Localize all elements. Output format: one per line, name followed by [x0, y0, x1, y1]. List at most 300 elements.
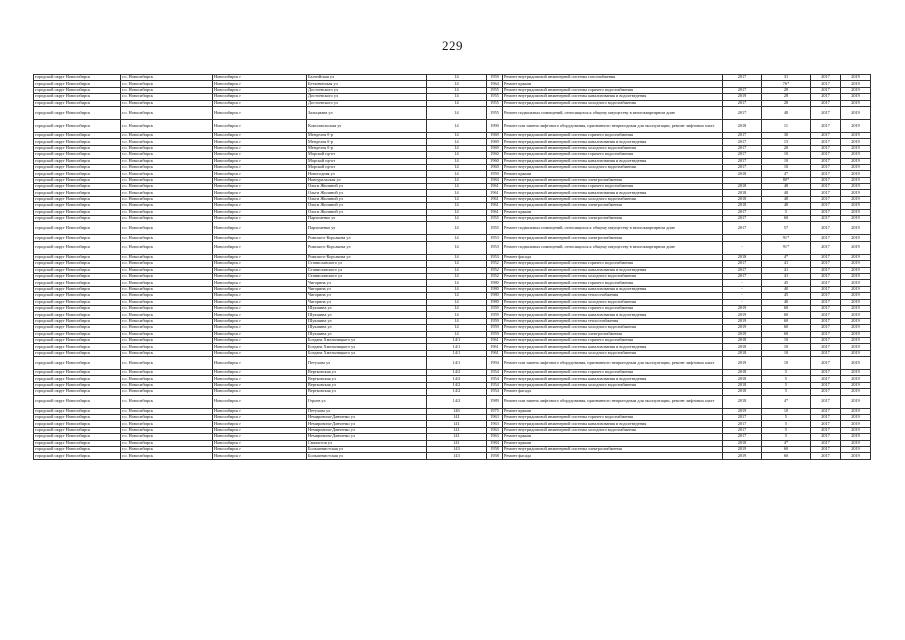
cell-period-end: 2019 — [841, 312, 871, 318]
cell-period-end: 2019 — [841, 184, 871, 190]
cell-plan-year: 2019 — [723, 446, 762, 452]
cell-cost: 28 — [762, 94, 811, 100]
cell-period-end: 2019 — [841, 203, 871, 209]
cell-settlement: г.о. Новосибирск — [121, 87, 213, 93]
cell-settlement: г.о. Новосибирск — [121, 305, 213, 311]
cell-plan-year: 2019 — [723, 331, 762, 337]
cell-cost: 5 — [762, 382, 811, 388]
cell-municipality: городской округ Новосибирск — [34, 357, 121, 370]
cell-plan-year: 2017 — [723, 164, 762, 170]
cell-work-type: Ремонт внутридомовой инженерной системы канализования и водоотведения — [503, 267, 723, 273]
cell-street: Немировича-Данченко ул — [307, 427, 427, 433]
cell-locality: Новосибирск г — [213, 164, 307, 170]
cell-municipality: городской округ Новосибирск — [34, 171, 121, 177]
cell-period-end: 2019 — [841, 344, 871, 350]
cell-municipality: городской округ Новосибирск — [34, 280, 121, 286]
cell-house-number: 141 — [427, 427, 487, 433]
cell-cost: 60 — [762, 331, 811, 337]
cell-work-type: Ремонт внутридомовой инженерной системы канализования и водоотведения — [503, 190, 723, 196]
cell-municipality: городской округ Новосибирск — [34, 427, 121, 433]
cell-work-type: Ремонт фасада — [503, 254, 723, 260]
cell-street: Вертковская ул — [307, 382, 427, 388]
cell-settlement: г.о. Новосибирск — [121, 254, 213, 260]
cell-settlement: г.о. Новосибирск — [121, 196, 213, 202]
cell-municipality: городской округ Новосибирск — [34, 305, 121, 311]
cell-locality: Новосибирск г — [213, 434, 307, 440]
cell-cost: 48 — [762, 203, 811, 209]
cell-municipality: городской округ Новосибирск — [34, 370, 121, 376]
cell-cost: 80* — [762, 177, 811, 183]
cell-plan-year: 2017 — [723, 158, 762, 164]
cell-build-year: 1955 — [487, 216, 503, 222]
cell-locality: Новосибирск г — [213, 94, 307, 100]
cell-plan-year: 2019 — [723, 325, 762, 331]
cell-house-number: 14/1 — [427, 344, 487, 350]
cell-street: Комсомольская ул — [307, 119, 427, 132]
cell-build-year: 1953 — [487, 235, 503, 241]
cell-build-year: 1958 — [487, 446, 503, 452]
cell-cost: 45 — [762, 293, 811, 299]
cell-work-type: Ремонт крыши — [503, 408, 723, 414]
cell-cost: 4* — [762, 254, 811, 260]
cell-period-start: 2017 — [811, 293, 841, 299]
cell-period-end: 2019 — [841, 427, 871, 433]
cell-period-end: 2019 — [841, 382, 871, 388]
cell-work-type: Ремонт внутридомовой инженерной системы канализования и водоотведения — [503, 139, 723, 145]
cell-build-year: 1963 — [487, 415, 503, 421]
data-table-container — [33, 74, 870, 460]
cell-period-start: 2017 — [811, 389, 841, 395]
cell-house-number: 14 — [427, 216, 487, 222]
cell-house-number: 14 — [427, 203, 487, 209]
cell-period-end: 2019 — [841, 370, 871, 376]
cell-street: Пархоменко ул — [307, 216, 427, 222]
cell-house-number: 14 — [427, 331, 487, 337]
cell-period-start: 2017 — [811, 446, 841, 452]
cell-municipality: городской округ Новосибирск — [34, 177, 121, 183]
cell-municipality: городской округ Новосибирск — [34, 184, 121, 190]
cell-municipality: городской округ Новосибирск — [34, 267, 121, 273]
cell-period-start: 2017 — [811, 350, 841, 356]
cell-period-start: 2017 — [811, 427, 841, 433]
cell-locality: Новосибирск г — [213, 337, 307, 343]
cell-municipality: городской округ Новосибирск — [34, 222, 121, 235]
cell-locality: Новосибирск г — [213, 119, 307, 132]
cell-plan-year: 2017 — [723, 75, 762, 81]
cell-work-type: Ремонт крыши — [503, 81, 723, 87]
cell-period-end: 2019 — [841, 395, 871, 408]
cell-period-start: 2017 — [811, 196, 841, 202]
cell-municipality: городской округ Новосибирск — [34, 241, 121, 254]
cell-settlement: г.о. Новосибирск — [121, 94, 213, 100]
page-number: 229 — [442, 38, 463, 53]
cell-locality: Новосибирск г — [213, 190, 307, 196]
cell-municipality: городской округ Новосибирск — [34, 453, 121, 459]
cell-cost: 76* — [762, 81, 811, 87]
cell-period-start: 2017 — [811, 119, 841, 132]
cell-work-type: Ремонт внутридомовой инженерной системы холодного водоснабжения — [503, 273, 723, 279]
cell-cost: 30 — [762, 132, 811, 138]
cell-street: Немировича-Данченко ул — [307, 421, 427, 427]
cell-municipality: городской округ Новосибирск — [34, 209, 121, 215]
cell-build-year: 1980 — [487, 280, 503, 286]
cell-work-type: Ремонт внутридомовой инженерной системы горячего водоснабжения — [503, 280, 723, 286]
cell-period-start: 2017 — [811, 273, 841, 279]
cell-work-type: Ремонт фасада — [503, 389, 723, 395]
cell-build-year: 1980 — [487, 299, 503, 305]
cell-period-start: 2017 — [811, 171, 841, 177]
cell-plan-year: 2017 — [723, 87, 762, 93]
cell-locality: Новосибирск г — [213, 184, 307, 190]
cell-settlement: г.о. Новосибирск — [121, 382, 213, 388]
cell-house-number: 14/1 — [427, 337, 487, 343]
cell-period-end: 2019 — [841, 106, 871, 119]
cell-locality: Новосибирск г — [213, 357, 307, 370]
cell-build-year: 1961 — [487, 209, 503, 215]
cell-build-year: 1969 — [487, 139, 503, 145]
cell-period-start: 2017 — [811, 318, 841, 324]
cell-municipality: городской округ Новосибирск — [34, 337, 121, 343]
cell-cost: 10 — [762, 164, 811, 170]
cell-locality: Новосибирск г — [213, 312, 307, 318]
cell-period-end: 2019 — [841, 94, 871, 100]
cell-street: Вертковская ул — [307, 389, 427, 395]
cell-house-number: 14 — [427, 280, 487, 286]
cell-period-start: 2017 — [811, 440, 841, 446]
cell-street: Ольги Жилиной ул — [307, 203, 427, 209]
cell-period-end: 2019 — [841, 171, 871, 177]
cell-period-start: 2017 — [811, 100, 841, 106]
cell-plan-year: 2017 — [723, 222, 762, 235]
cell-plan-year: 2018 — [723, 196, 762, 202]
cell-municipality: городской округ Новосибирск — [34, 376, 121, 382]
cell-cost: 31 — [762, 75, 811, 81]
cell-municipality: городской округ Новосибирск — [34, 190, 121, 196]
cell-build-year: 1954 — [487, 376, 503, 382]
cell-build-year: 1984 — [487, 440, 503, 446]
cell-build-year: 1961 — [487, 350, 503, 356]
cell-period-start: 2017 — [811, 337, 841, 343]
cell-locality: Новосибирск г — [213, 171, 307, 177]
cell-plan-year: 2019 — [723, 453, 762, 459]
cell-build-year: 1959 — [487, 171, 503, 177]
cell-house-number: 14 — [427, 87, 487, 93]
cell-locality: Новосибирск г — [213, 106, 307, 119]
cell-house-number: 14 — [427, 325, 487, 331]
cell-municipality: городской округ Новосибирск — [34, 235, 121, 241]
cell-period-end: 2019 — [841, 261, 871, 267]
cell-locality: Новосибирск г — [213, 344, 307, 350]
table-row — [34, 357, 871, 370]
cell-cost: 10 — [762, 344, 811, 350]
cell-plan-year: 2018 — [723, 254, 762, 260]
cell-municipality: городской округ Новосибирск — [34, 446, 121, 452]
cell-work-type: Ремонт внутридомовой инженерной системы электроснабжения — [503, 331, 723, 337]
cell-build-year: 1952 — [487, 267, 503, 273]
cell-street: Ольги Жилиной ул — [307, 184, 427, 190]
cell-street: Менделея б-р — [307, 139, 427, 145]
cell-settlement: г.о. Новосибирск — [121, 273, 213, 279]
cell-cost: 60 — [762, 305, 811, 311]
cell-settlement: г.о. Новосибирск — [121, 344, 213, 350]
cell-house-number: 14 — [427, 222, 487, 235]
cell-period-start: 2017 — [811, 241, 841, 254]
cell-locality: Новосибирск г — [213, 350, 307, 356]
cell-cost: 91* — [762, 241, 811, 254]
cell-plan-year: - — [723, 280, 762, 286]
cell-municipality: городской округ Новосибирск — [34, 254, 121, 260]
cell-work-type: Ремонт внутридомовой инженерной системы электроснабжения — [503, 177, 723, 183]
cell-street: Новогодняя ул — [307, 171, 427, 177]
cell-street: Достоевского ул — [307, 87, 427, 93]
cell-cost: 11 — [762, 119, 811, 132]
cell-build-year: 1960 — [487, 152, 503, 158]
cell-street: Римского-Корсакова ул — [307, 254, 427, 260]
cell-plan-year: 2018 — [723, 395, 762, 408]
cell-work-type: Ремонт фасада — [503, 453, 723, 459]
cell-locality: Новосибирск г — [213, 241, 307, 254]
cell-street: Чигорина ул — [307, 299, 427, 305]
table-row — [34, 395, 871, 408]
cell-locality: Новосибирск г — [213, 196, 307, 202]
cell-plan-year: 2017 — [723, 267, 762, 273]
cell-cost: 5 — [762, 434, 811, 440]
cell-municipality: городской округ Новосибирск — [34, 132, 121, 138]
cell-cost: 4* — [762, 395, 811, 408]
cell-locality: Новосибирск г — [213, 421, 307, 427]
cell-period-start: 2017 — [811, 94, 841, 100]
cell-municipality: городской округ Новосибирск — [34, 106, 121, 119]
cell-cost: 60 — [762, 446, 811, 452]
cell-municipality: городской округ Новосибирск — [34, 421, 121, 427]
cell-period-end: 2019 — [841, 209, 871, 215]
cell-house-number: 14 — [427, 119, 487, 132]
cell-settlement: г.о. Новосибирск — [121, 100, 213, 106]
cell-period-end: 2019 — [841, 81, 871, 87]
cell-build-year: 1964 — [487, 81, 503, 87]
cell-municipality: городской округ Новосибирск — [34, 415, 121, 421]
cell-period-start: 2017 — [811, 331, 841, 337]
cell-plan-year: 2017 — [723, 152, 762, 158]
cell-work-type: Ремонт крыши — [503, 209, 723, 215]
cell-work-type: Ремонт внутридомовой инженерной системы холодного водоснабжения — [503, 164, 723, 170]
cell-period-start: 2017 — [811, 152, 841, 158]
cell-street: Балтийская ул — [307, 75, 427, 81]
cell-locality: Новосибирск г — [213, 145, 307, 151]
cell-locality: Новосибирск г — [213, 261, 307, 267]
cell-period-start: 2017 — [811, 280, 841, 286]
cell-plan-year: 2018 — [723, 171, 762, 177]
cell-build-year: 1958 — [487, 453, 503, 459]
table-body — [34, 75, 871, 460]
cell-settlement: г.о. Новосибирск — [121, 337, 213, 343]
cell-period-end: 2019 — [841, 87, 871, 93]
cell-settlement: г.о. Новосибирск — [121, 106, 213, 119]
cell-settlement: г.о. Новосибирск — [121, 209, 213, 215]
cell-settlement: г.о. Новосибирск — [121, 145, 213, 151]
cell-locality: Новосибирск г — [213, 203, 307, 209]
cell-cost: 48 — [762, 184, 811, 190]
cell-period-end: 2019 — [841, 357, 871, 370]
cell-work-type: Ремонт внутридомовой инженерной системы горячего водоснабжения — [503, 337, 723, 343]
cell-house-number: 14 — [427, 184, 487, 190]
cell-build-year: 1980 — [487, 293, 503, 299]
cell-locality: Новосибирск г — [213, 389, 307, 395]
cell-house-number: 14 — [427, 94, 487, 100]
cell-work-type: Ремонт внутридомовой инженерной системы холодного водоснабжения — [503, 145, 723, 151]
cell-period-end: 2019 — [841, 434, 871, 440]
cell-cost: 10 — [762, 152, 811, 158]
cell-plan-year: 2017 — [723, 145, 762, 151]
cell-settlement: г.о. Новосибирск — [121, 81, 213, 87]
cell-period-end: 2019 — [841, 440, 871, 446]
cell-cost: 48 — [762, 196, 811, 202]
cell-period-start: 2017 — [811, 261, 841, 267]
cell-municipality: городской округ Новосибирск — [34, 286, 121, 292]
cell-work-type: Ремонт внутридомовой инженерной системы горячего водоснабжения — [503, 305, 723, 311]
cell-house-number: 14 — [427, 171, 487, 177]
cell-municipality: городской округ Новосибирск — [34, 75, 121, 81]
cell-settlement: г.о. Новосибирск — [121, 395, 213, 408]
cell-build-year: 1959 — [487, 305, 503, 311]
cell-municipality: городской округ Новосибирск — [34, 350, 121, 356]
cell-work-type: Ремонт крыши — [503, 171, 723, 177]
cell-plan-year: 2018 — [723, 119, 762, 132]
cell-build-year: 1952 — [487, 273, 503, 279]
cell-house-number: 14 — [427, 286, 487, 292]
cell-street: Вертковская ул — [307, 376, 427, 382]
cell-plan-year: 2019 — [723, 318, 762, 324]
cell-settlement: г.о. Новосибирск — [121, 235, 213, 241]
cell-period-end: 2019 — [841, 177, 871, 183]
cell-work-type: Ремонт внутридомовой инженерной системы горячего водоснабжения — [503, 87, 723, 93]
cell-house-number: 141 — [427, 434, 487, 440]
cell-street: Станиславского ул — [307, 261, 427, 267]
cell-street: Шукшина ул — [307, 305, 427, 311]
cell-municipality: городской округ Новосибирск — [34, 216, 121, 222]
cell-municipality: городской округ Новосибирск — [34, 203, 121, 209]
cell-locality: Новосибирск г — [213, 408, 307, 414]
cell-house-number: 14 — [427, 241, 487, 254]
cell-work-type: Ремонт крыши — [503, 434, 723, 440]
cell-cost: 15 — [762, 139, 811, 145]
cell-cost: 10 — [762, 408, 811, 414]
cell-locality: Новосибирск г — [213, 280, 307, 286]
cell-settlement: г.о. Новосибирск — [121, 299, 213, 305]
cell-work-type: Ремонт подвальных помещений, относящихся к общему имуществу в многоквартирном доме — [503, 222, 723, 235]
cell-build-year: 1955 — [487, 94, 503, 100]
cell-period-end: 2019 — [841, 376, 871, 382]
cell-house-number: 14б — [427, 408, 487, 414]
cell-municipality: городской округ Новосибирск — [34, 94, 121, 100]
cell-cost: 48 — [762, 106, 811, 119]
cell-settlement: г.о. Новосибирск — [121, 164, 213, 170]
cell-municipality: городской округ Новосибирск — [34, 196, 121, 202]
cell-municipality: городской округ Новосибирск — [34, 152, 121, 158]
cell-work-type: Ремонт внутридомовой инженерной системы холодного водоснабжения — [503, 325, 723, 331]
cell-street: Станиславского ул — [307, 273, 427, 279]
cell-work-type: Ремонт внутридомовой инженерной системы холодного водоснабжения — [503, 299, 723, 305]
cell-period-end: 2019 — [841, 190, 871, 196]
cell-period-start: 2017 — [811, 370, 841, 376]
cell-period-start: 2017 — [811, 158, 841, 164]
cell-plan-year: 2018 — [723, 350, 762, 356]
cell-plan-year: 2017 — [723, 209, 762, 215]
cell-period-end: 2019 — [841, 305, 871, 311]
cell-municipality: городской округ Новосибирск — [34, 434, 121, 440]
cell-street: Богдана Хмельницкого ул — [307, 344, 427, 350]
cell-house-number: 141 — [427, 421, 487, 427]
cell-plan-year: 2019 — [723, 312, 762, 318]
cell-work-type: Ремонт внутридомовой инженерной системы горячего водоснабжения — [503, 152, 723, 158]
cell-settlement: г.о. Новосибирск — [121, 312, 213, 318]
cell-locality: Новосибирск г — [213, 100, 307, 106]
cell-locality: Новосибирск г — [213, 415, 307, 421]
cell-settlement: г.о. Новосибирск — [121, 119, 213, 132]
cell-period-start: 2017 — [811, 325, 841, 331]
cell-plan-year: 2018 — [723, 370, 762, 376]
repair-schedule-table — [33, 74, 871, 460]
cell-plan-year: 2018 — [723, 344, 762, 350]
cell-house-number: 14 — [427, 177, 487, 183]
table-row — [34, 106, 871, 119]
cell-work-type: Ремонт внутридомовой инженерной системы канализования и водоотведения — [503, 94, 723, 100]
cell-build-year: 1952 — [487, 261, 503, 267]
cell-plan-year: - — [723, 293, 762, 299]
cell-period-end: 2019 — [841, 267, 871, 273]
cell-locality: Новосибирск г — [213, 235, 307, 241]
cell-build-year: 1963 — [487, 427, 503, 433]
cell-house-number: 14 — [427, 293, 487, 299]
cell-plan-year: 2017 — [723, 421, 762, 427]
cell-municipality: городской округ Новосибирск — [34, 318, 121, 324]
cell-build-year: 1953 — [487, 241, 503, 254]
cell-street: Бетховенская ул — [307, 81, 427, 87]
cell-plan-year: 2018 — [723, 337, 762, 343]
cell-period-start: 2017 — [811, 139, 841, 145]
cell-settlement: г.о. Новосибирск — [121, 440, 213, 446]
cell-house-number: 143 — [427, 453, 487, 459]
cell-locality: Новосибирск г — [213, 395, 307, 408]
cell-cost: 5 — [762, 370, 811, 376]
cell-cost: 5 — [762, 421, 811, 427]
cell-period-end: 2019 — [841, 325, 871, 331]
cell-locality: Новосибирск г — [213, 177, 307, 183]
cell-locality: Новосибирск г — [213, 370, 307, 376]
cell-municipality: городской округ Новосибирск — [34, 87, 121, 93]
cell-street: Менделея б-р — [307, 132, 427, 138]
cell-house-number: 14 — [427, 75, 487, 81]
cell-locality: Новосибирск г — [213, 132, 307, 138]
cell-settlement: г.о. Новосибирск — [121, 415, 213, 421]
cell-settlement: г.о. Новосибирск — [121, 222, 213, 235]
cell-work-type: Ремонт внутридомовой инженерной системы теплоснабжения — [503, 293, 723, 299]
cell-build-year: 1960 — [487, 164, 503, 170]
cell-locality: Новосибирск г — [213, 299, 307, 305]
cell-work-type: Ремонт внутридомовой инженерной системы холодного водоснабжения — [503, 427, 723, 433]
cell-settlement: г.о. Новосибирск — [121, 203, 213, 209]
cell-house-number: 14 — [427, 164, 487, 170]
cell-locality: Новосибирск г — [213, 267, 307, 273]
cell-settlement: г.о. Новосибирск — [121, 434, 213, 440]
cell-work-type: Ремонт или замена лифтового оборудования, признанного непригодным для эксплуатации, ремонт лифтовых шахт — [503, 119, 723, 132]
cell-cost: 41 — [762, 267, 811, 273]
cell-settlement: г.о. Новосибирск — [121, 261, 213, 267]
cell-build-year: 1961 — [487, 196, 503, 202]
cell-build-year: 1955 — [487, 222, 503, 235]
cell-work-type: Ремонт внутридомовой инженерной системы газоснабжения — [503, 75, 723, 81]
cell-cost: 5 — [762, 427, 811, 433]
